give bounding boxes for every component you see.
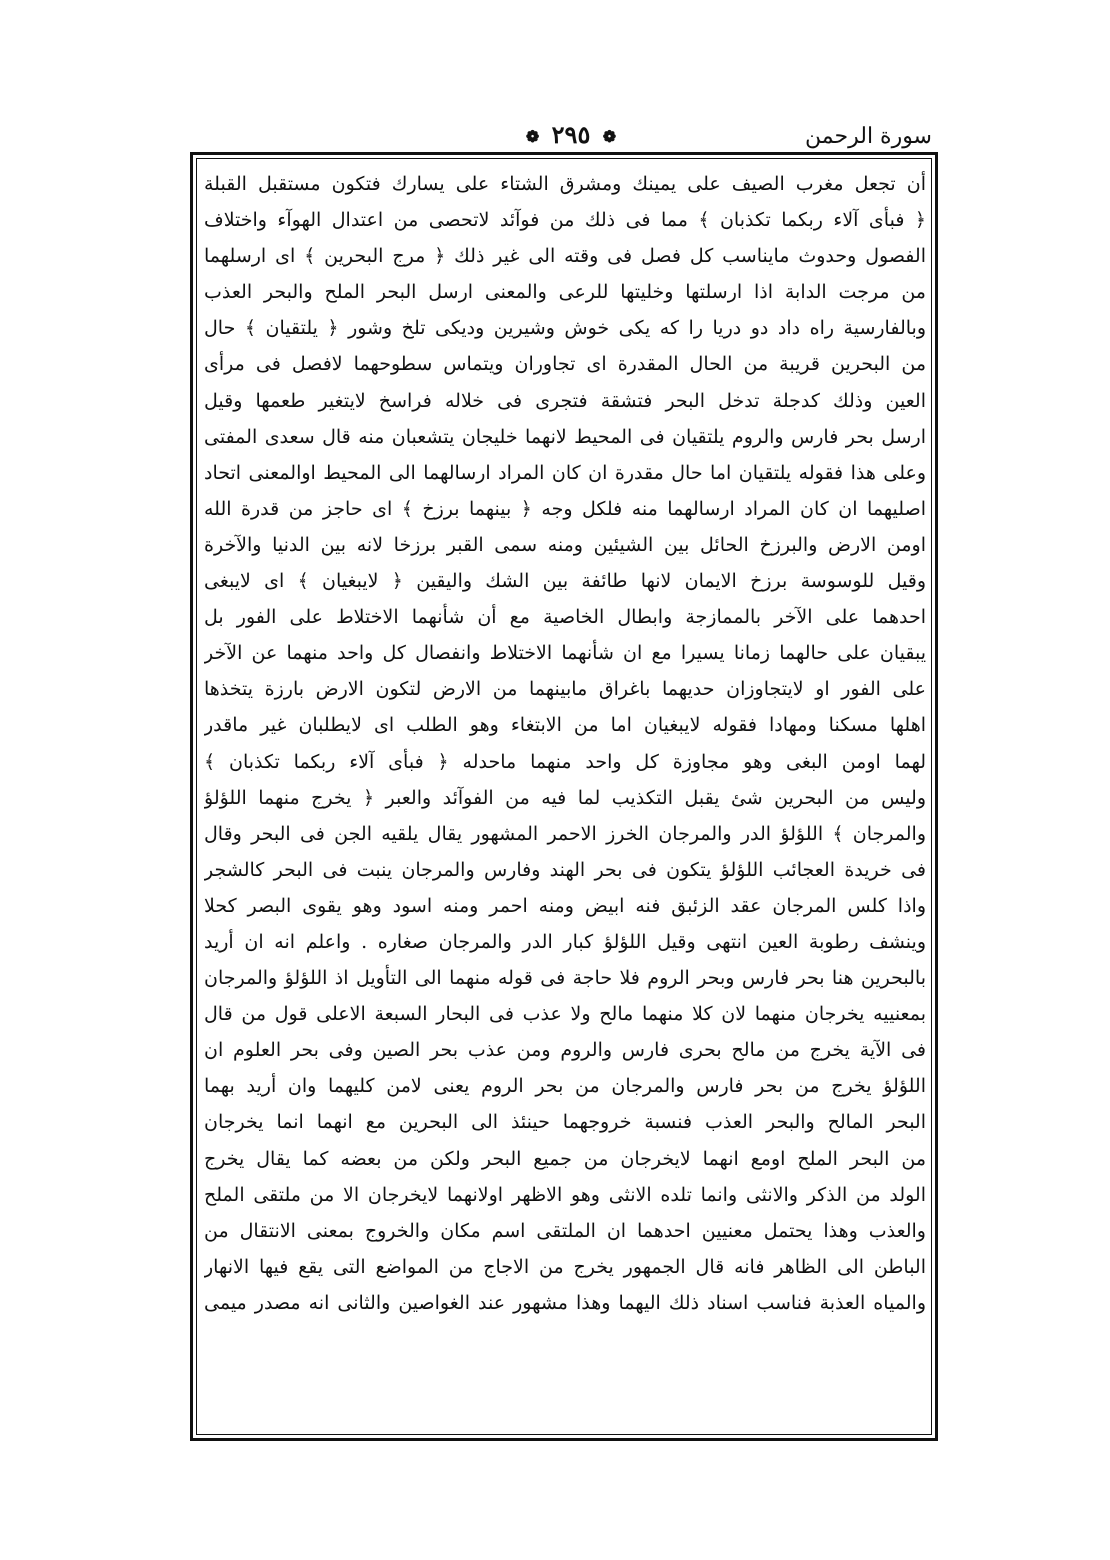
commentary-text: [204, 166, 926, 1430]
text-line: من البحرين قريبة من الحال المقدرة اى تجاوران ويتماس سطوحهما لافصل فى مرأى: [204, 353, 926, 376]
text-line: الفصول وحدوث مايناسب كل فصل فى وقته الى غير ذلك ﴿ مرج البحرين ﴾ اى ارسلهما: [204, 245, 926, 268]
text-line: الولد من الذكر والانثى وانما تلده الانثى وهو الاظهر اولانهما لايخرجان الا من ملتقى الملح: [204, 1183, 926, 1206]
text-line: والعذب وهذا يحتمل معنيين احدهما ان الملتقى اسم مكان والخروج بمعنى الانتقال من: [204, 1219, 926, 1242]
text-line: اومن الارض والبرزخ الحائل بين الشيئين ومنه سمى القبر برزخا لانه بين الدنيا والآخرة: [204, 533, 926, 556]
text-line: بمعنييه يخرجان منهما لان كلا منهما مالح ولا عذب فى البحار السبعة الاعلى قول من قال: [204, 1003, 926, 1026]
text-line: لهما اومن البغى وهو مجاوزة كل واحد منهما ماحدله ﴿ فبأى آلاء ربكما تكذبان ﴾: [204, 750, 926, 773]
text-line: احدهما على الآخر بالممازجة وابطال الخاصية مع أن شأنهما الاختلاط على الفور بل: [204, 606, 926, 629]
text-line: وبالفارسية راه داد دو دريا را كه يكى خوش وشيرين وديكى تلخ وشور ﴿ يلتقيان ﴾ حال: [204, 317, 926, 340]
text-line: اهلها مسكنا ومهادا فقوله لايبغيان اما من الابتغاء وهو الطلب اى لايطلبان غير ماقدر: [204, 714, 926, 737]
text-line: فى خريدة العجائب اللؤلؤ يتكون فى بحر الهند وفارس والمرجان ينبت فى البحر كالشجر: [204, 858, 926, 881]
text-line: والمرجان ﴾ اللؤلؤ الدر والمرجان الخرز الاحمر المشهور يقال يلقيه الجن فى البحر وقال: [204, 822, 926, 845]
page-number: ٢٩٥: [551, 120, 591, 149]
text-line: اصليهما ان كان المراد ارسالهما منه فلكل وجه ﴿ بينهما برزخ ﴾ اى حاجز من قدرة الله: [204, 497, 926, 520]
text-line: وقيل للوسوسة برزخ الايمان لانها طائفة بين الشك واليقين ﴿ لايبغيان ﴾ اى لايبغى: [204, 570, 926, 593]
text-line: أن تجعل مغرب الصيف على يمينك ومشرق الشتاء على يسارك فتكون مستقبل القبلة: [204, 173, 926, 195]
text-line: العين وذلك كدجلة تدخل البحر فتشقة فتجرى فى خلاله فراسخ لايتغير طعمها وقيل: [204, 389, 926, 412]
text-line: بالبحرين هنا بحر فارس وبحر الروم فلا حاجة فى قوله منهما الى التأويل اذ اللؤلؤ والمرجان: [204, 967, 926, 990]
text-line: وعلى هذا فقوله يلتقيان اما حال مقدرة ان كان المراد ارسالهما الى المحيط اوالمعنى اتحاد: [204, 461, 926, 484]
text-line: ﴿ فبأى آلاء ربكما تكذبان ﴾ مما فى ذلك من فوآئد لاتحصى من اعتدال الهوآء واختلاف: [204, 209, 926, 232]
text-line: من البحر الملح اومع انهما لايخرجان من جميع البحر ولكن من بعضه كما يقال يخرج: [204, 1147, 926, 1170]
text-line: ارسل بحر فارس والروم يلتقيان فى المحيط لانهما خليجان يتشعبان منه قال سعدى المفتى: [204, 425, 926, 448]
ornament-left-icon: ❁: [525, 127, 540, 146]
text-line: يبقيان على حالهما زمانا يسيرا مع ان شأنهما الاختلاط وانفصال كل واحد منهما عن الآخر: [204, 642, 926, 665]
text-line: على الفور او لايتجاوزان حديهما باغراق مابينهما من الارض لتكون الارض بارزة يتخذها: [204, 678, 926, 701]
ornament-right-icon: ❁: [602, 127, 617, 146]
page-header: [196, 120, 932, 156]
text-line: من مرجت الدابة اذا ارسلتها وخليتها للرعى والمعنى ارسل البحر الملح والبحر العذب: [204, 281, 926, 304]
text-line: وليس من البحرين شئ يقبل التكذيب لما فيه من الفوآئد والعبر ﴿ يخرج منهما اللؤلؤ: [204, 786, 926, 809]
text-line: وينشف رطوبة العين انتهى وقيل اللؤلؤ كبار الدر والمرجان صغاره . واعلم انه ان أريد: [204, 930, 926, 953]
text-line: فى الآية يخرج من مالح بحرى فارس والروم ومن عذب بحر الصين وفى بحر العلوم ان: [204, 1039, 926, 1062]
text-line: والمياه العذبة فناسب اسناد ذلك اليهما وهذا مشهور عند الغواصين والثانى انه مصدر ميمى: [204, 1291, 926, 1314]
text-line: اللؤلؤ يخرج من بحر فارس والمرجان من بحر الروم يعنى لامن كليهما وان أريد بهما: [204, 1075, 926, 1098]
text-line: واذا كلس المرجان عقد الزئبق فنه ابيض ومنه احمر ومنه اسود وهو يقوى البصر كحلا: [204, 894, 926, 917]
text-line: البحر المالح والبحر العذب فنسبة خروجهما حينئذ الى البحرين مع انهما انما يخرجان: [204, 1111, 926, 1134]
surah-title: سورة الرحمن: [805, 124, 932, 149]
text-line: الباطن الى الظاهر فانه قال الجمهور يخرج من الاجاج من المواضع التى يقع فيها الانهار: [204, 1255, 926, 1278]
page-number-block: [496, 120, 646, 149]
